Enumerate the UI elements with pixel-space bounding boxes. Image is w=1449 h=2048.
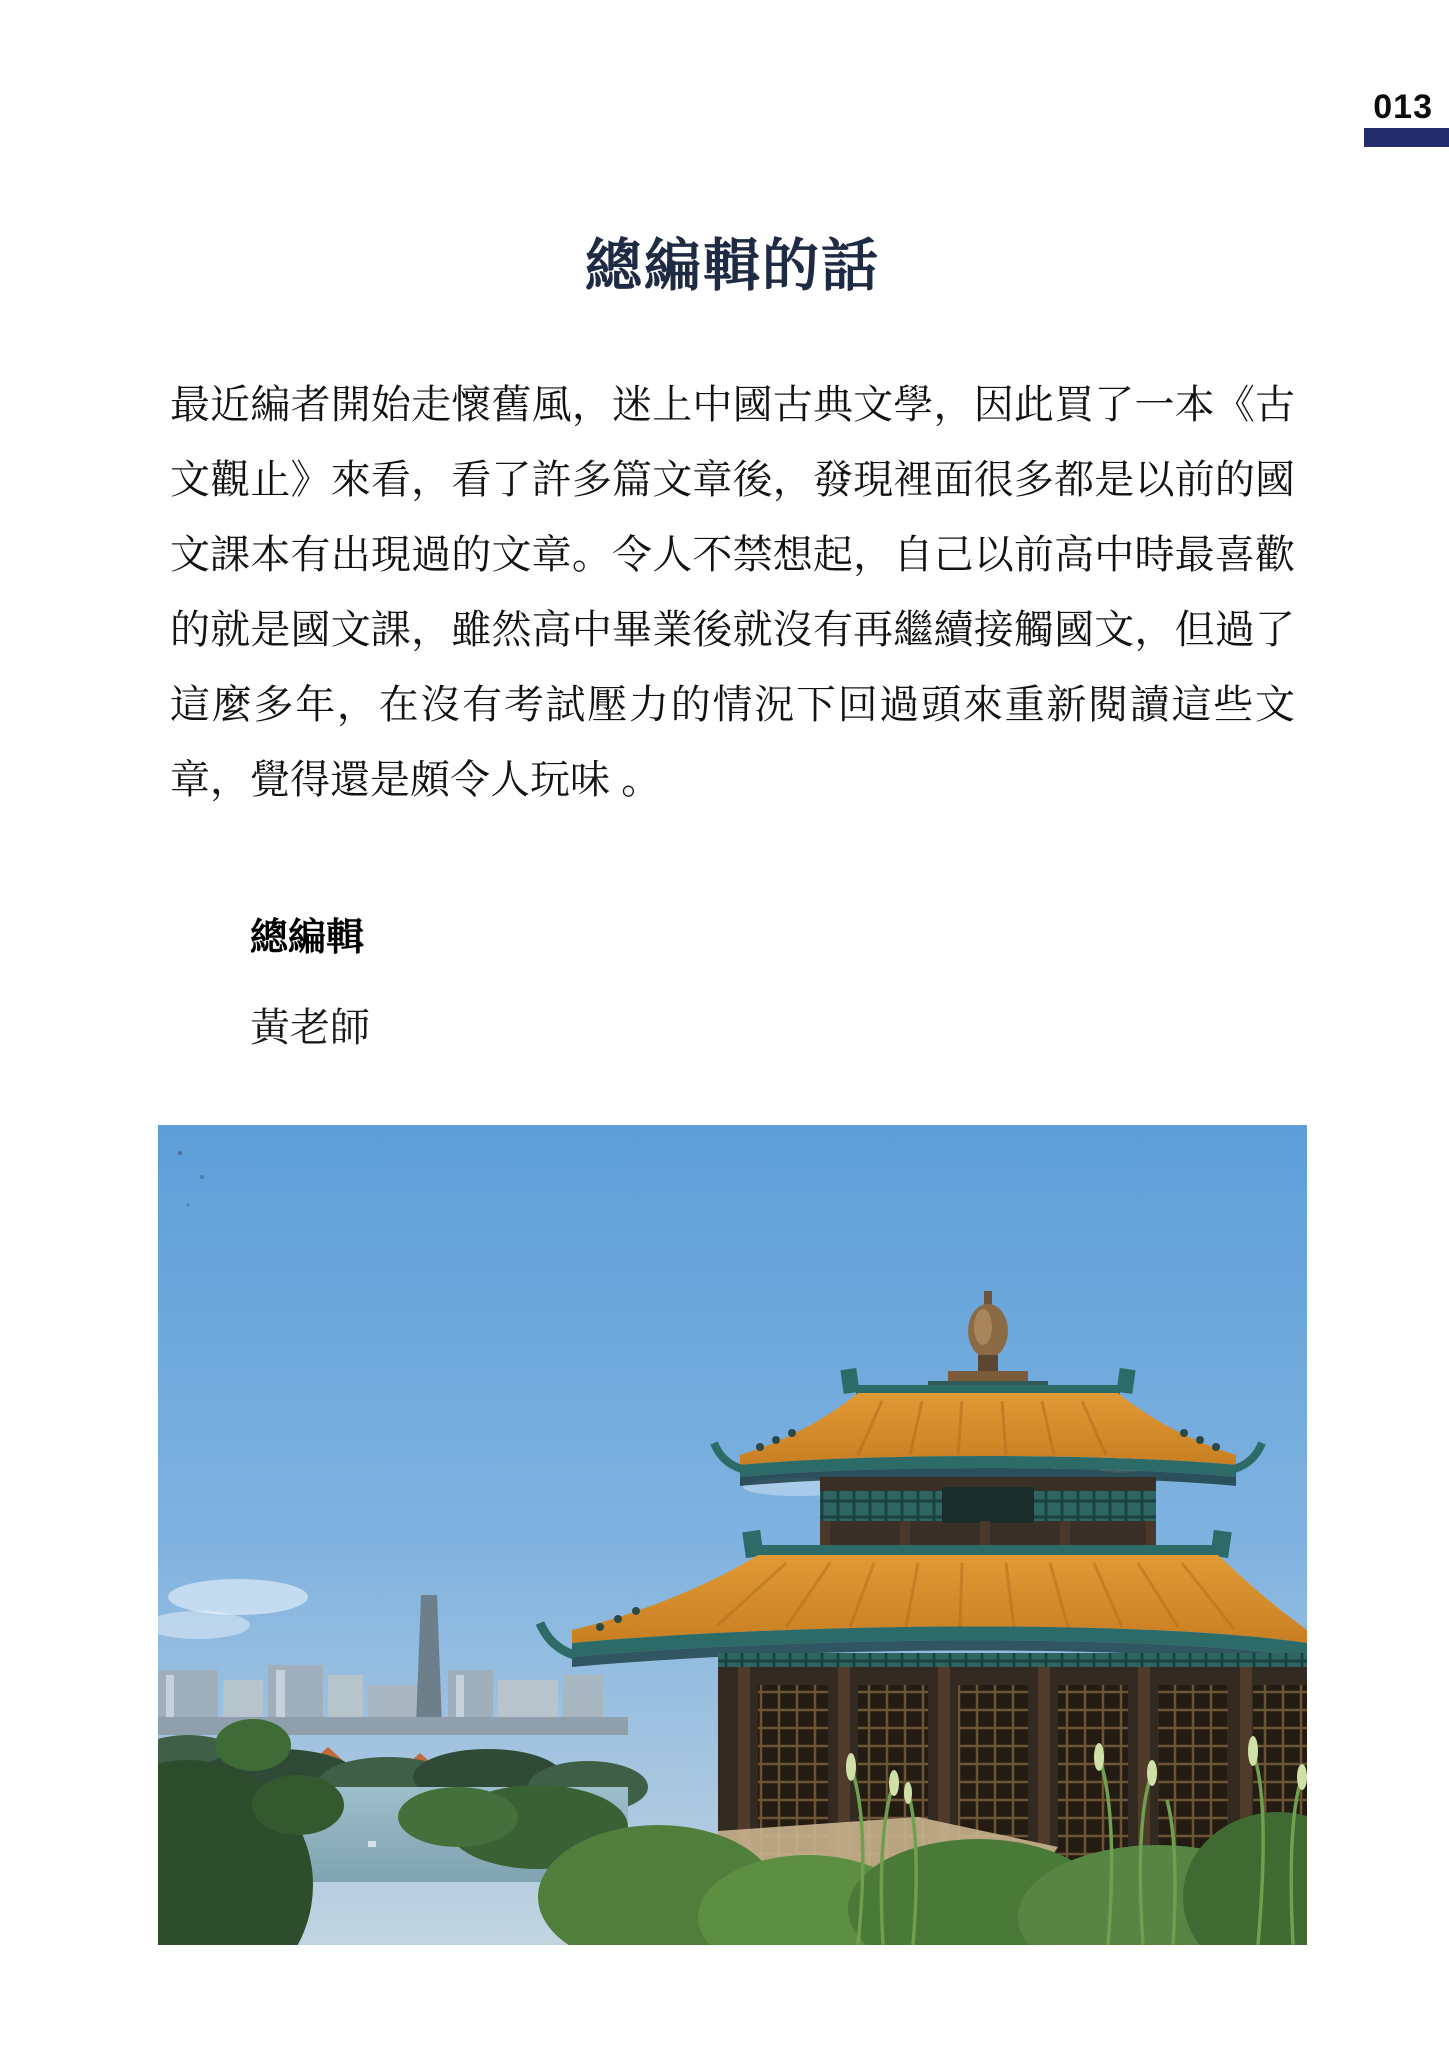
editorial-paragraph: 最近編者開始走懷舊風，迷上中國古典文學，因此買了一本《古文觀止》來看，看了許多篇文章後，發現裡面很多都是以前的國文課本有出現過的文章。令人不禁想起，自己以前高中時最喜歡的就是國文課，雖然高中畢業後就沒有再繼續接觸國文，但過了這麼多年，在沒有考試壓力的情況下回過頭來重新閱讀這些文章，覺得還是頗令人玩味 。 [170,383,1295,802]
signature-role: 總編輯 [250,917,365,959]
pavilion-photo [158,1125,1307,1945]
page-number-bar [1364,128,1449,147]
page-title: 總編輯的話 [585,234,880,299]
signature-name: 黃老師 [250,1006,370,1050]
page-number: 013 [1373,88,1433,126]
pavilion-illustration [158,1125,1307,1945]
